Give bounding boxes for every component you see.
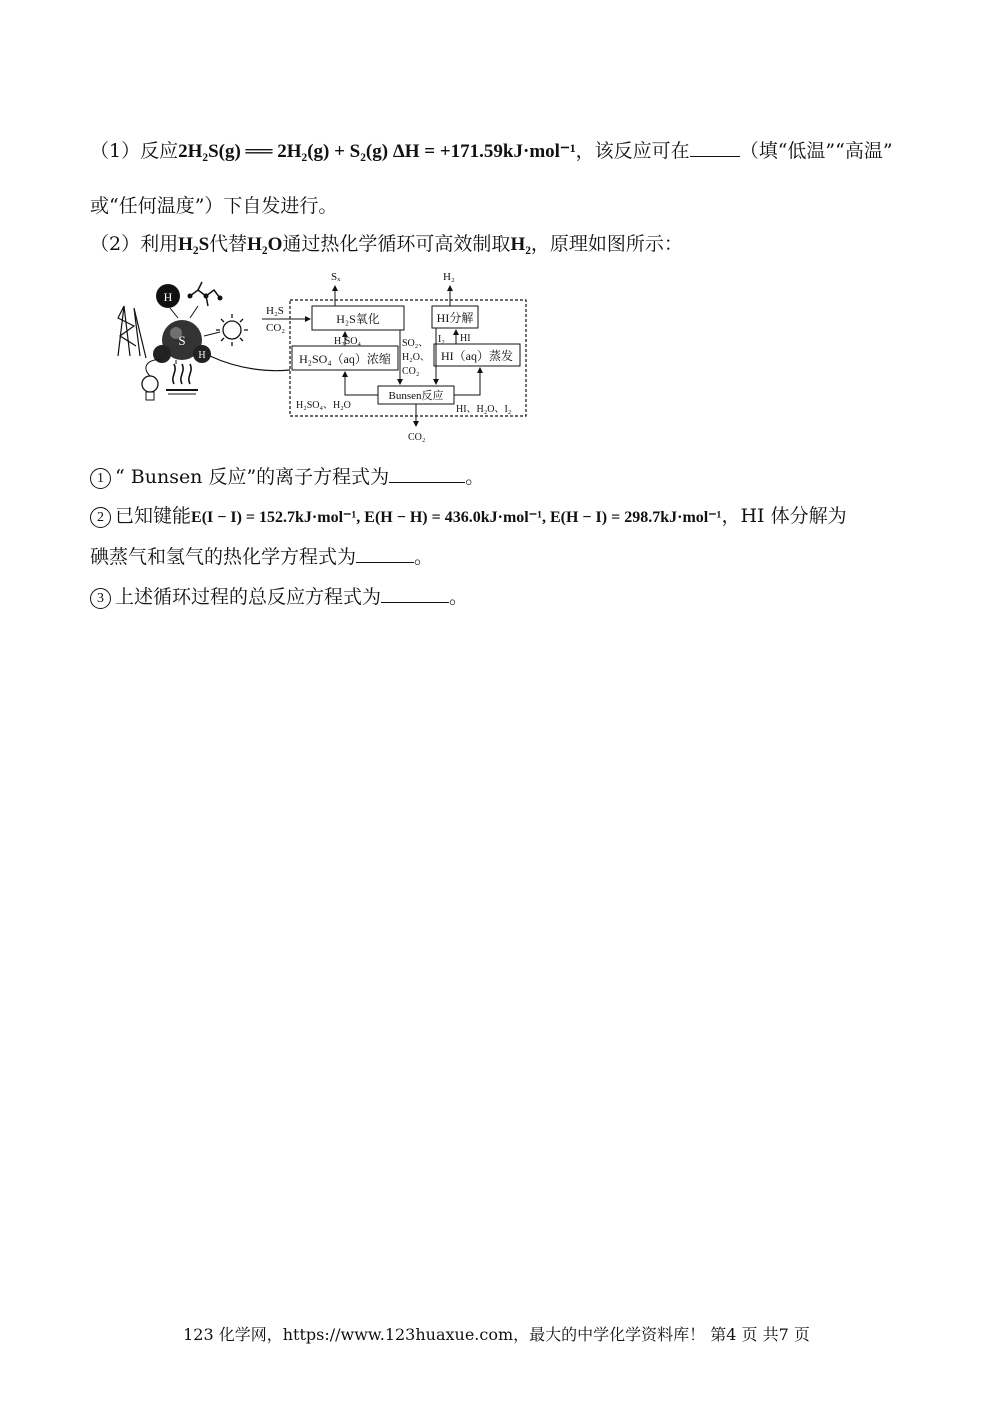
q1-equation: 2H₂S(g) ══ 2H₂(g) + S₂(g) ΔH = +171.59kJ·mol⁻¹ [178, 141, 576, 162]
sub2-line2: 碘蒸气和氢气的热化学方程式为 [90, 546, 357, 568]
co2-output-label: CO₂ [408, 432, 426, 443]
q2-mid1: 代替 [209, 233, 248, 255]
bunsen-reaction-label: Bunsen反应 [388, 390, 444, 402]
q1-after-blank: （填“低温”“高温” [739, 140, 893, 162]
heat-icon [166, 364, 198, 394]
h2-top-label: H₂ [443, 271, 455, 283]
circled-number-1: 1 [90, 468, 111, 489]
answer-blank [389, 462, 465, 483]
bottom-right-label: HI、H₂O、I₂ [456, 404, 512, 415]
hi-evaporation-label: HI（aq）蒸发 [441, 349, 513, 363]
circled-number-3: 3 [90, 588, 111, 609]
q2-h2o: H₂O [247, 234, 283, 255]
q2-prefix: （2）利用 [90, 233, 179, 255]
so2-label: SO₂、 [402, 338, 429, 349]
circled-number-2: 2 [90, 507, 111, 528]
h2s-oxidation-label: H₂S氧化 [336, 312, 380, 326]
answer-blank [381, 582, 449, 603]
h2so4-up-label: H₂SO₄ [334, 336, 361, 347]
power-tower-icon [118, 306, 146, 358]
page-footer: 123 化学网，https://www.123huaxue.com，最大的中学化学资料库！ 第4 页 共7 页 [183, 1325, 810, 1344]
q1-after-eq: ，该反应可在 [575, 140, 690, 162]
i2-label: I₂ [438, 334, 445, 345]
bottom-left-label: H₂SO₄、H₂O [296, 400, 351, 411]
energy-illustration [118, 282, 290, 400]
hi-up-label: HI [460, 333, 471, 344]
hydrogen-atom-icon [153, 345, 171, 363]
light-bulb-icon [142, 376, 158, 400]
h2o-mid-label: H₂O、 [402, 352, 430, 363]
answer-blank [356, 542, 414, 563]
icon-s-label: S [178, 333, 186, 348]
sub-question-3 [90, 582, 903, 611]
h2s-input-label: H₂S [266, 305, 284, 317]
question-1-line-2: 或“任何温度”）下自发进行。 [90, 195, 338, 217]
thermochemical-cycle-diagram [110, 266, 535, 446]
sub-question-2 [90, 502, 903, 532]
q2-h2: H₂ [510, 234, 531, 255]
sub2-equation: E(I − I) = 152.7kJ·mol⁻¹, E(H − H) = 436.0kJ·mol⁻¹, E(H − I) = 298.7kJ·mol⁻¹ [191, 509, 722, 526]
icon-h-label: H [198, 350, 206, 361]
q2-suffix: ，原理如图所示： [530, 233, 683, 255]
sub1-end: 。 [465, 466, 485, 488]
q1-prefix: （1）反应 [90, 140, 179, 162]
sub3-end: 。 [449, 586, 469, 608]
sub-question-2-line-2 [90, 542, 903, 571]
sub-question-1 [90, 462, 903, 491]
q2-h2s: H₂S [178, 234, 210, 255]
sub1-text: “ Bunsen 反应”的离子方程式为 [115, 466, 390, 488]
sun-icon [216, 314, 248, 346]
hi-decomposition-label: HI分解 [436, 311, 474, 325]
sub2-suffix: ，HI 体分解为 [721, 505, 847, 527]
question-1-line-1 [90, 136, 903, 166]
q2-mid2: 通过热化学循环可高效制取 [282, 233, 511, 255]
sub2-prefix: 已知键能 [115, 505, 192, 527]
sub2-end: 。 [414, 546, 434, 568]
answer-blank [690, 136, 740, 157]
icon-hi-label: H [163, 290, 173, 304]
question-2-line [90, 230, 903, 259]
sub3-text: 上述循环过程的总反应方程式为 [115, 586, 382, 608]
co2-mid-label: CO₂ [402, 366, 420, 377]
sx-label: Sₓ [331, 271, 341, 283]
co2-input-label: CO₂ [266, 322, 286, 334]
h2so4-concentration-label: H₂SO₄（aq）浓缩 [299, 352, 391, 366]
